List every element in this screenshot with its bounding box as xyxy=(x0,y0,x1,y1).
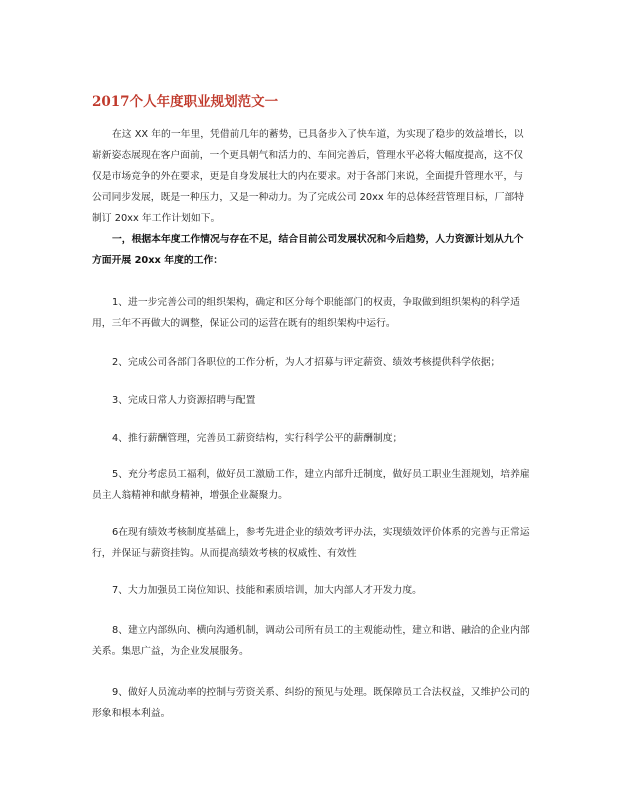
list-item: 5、充分考虑员工福利，做好员工激励工作，建立内部升迁制度，做好员工职业生涯规划，培养雇员主人翁精神和献身精神，增强企业凝聚力。 xyxy=(92,469,530,501)
list-item: 2、完成公司各部门各职位的工作分析，为人才招募与评定薪资、绩效考核提供科学依据； xyxy=(112,357,501,368)
list-item: 3、完成日常人力资源招聘与配置 xyxy=(112,395,256,406)
section-heading: 一，根据本年度工作情况与存在不足，结合目前公司发展状况和今后趋势，人力资源计划从九个方面开展 20xx 年度的工作： xyxy=(92,234,524,266)
list-item: 8、建立内部纵向、横向沟通机制，调动公司所有员工的主观能动性，建立和谐、融洽的企业内部关系。集思广益，为企业发展服务。 xyxy=(92,625,530,657)
list-item: 7、大力加强员工岗位知识、技能和素质培训，加大内部人才开发力度。 xyxy=(112,585,422,596)
list-item: 9、做好人员流动率的控制与劳资关系、纠纷的预见与处理。既保障员工合法权益，又维护公司的形象和根本利益。 xyxy=(92,687,530,719)
intro-paragraph: 在这 XX 年的一年里，凭借前几年的蓄势，已具备步入了快车道，为实现了稳步的效益增长，以崭新姿态展现在客户面前，一个更具朝气和活力的、车间完善后，管理水平必将大幅度提高，这不仅仅是市场竞争的外在要求，更是自身发展壮大的内在要求。对于各部门来说，全面提升管理水平，与公司同步发展，既是一种压力，又是一种动力。为了完成公司 20xx 年的总体经营管理目标，厂部特制订 20xx 年工作计划如下。 xyxy=(92,129,524,224)
list-item: 6在现有绩效考核制度基础上，参考先进企业的绩效考评办法，实现绩效评价体系的完善与正常运行，并保证与薪资挂钩。从而提高绩效考核的权威性、有效性 xyxy=(92,527,530,559)
list-item: 4、推行薪酬管理，完善员工薪资结构，实行科学公平的薪酬制度； xyxy=(112,433,403,444)
document-title: 2017个人年度职业规划范文一 xyxy=(92,94,279,110)
list-item: 1、进一步完善公司的组织架构，确定和区分每个职能部门的权责，争取做到组织架构的科学适用，三年不再做大的调整，保证公司的运营在既有的组织架构中运行。 xyxy=(92,297,520,329)
